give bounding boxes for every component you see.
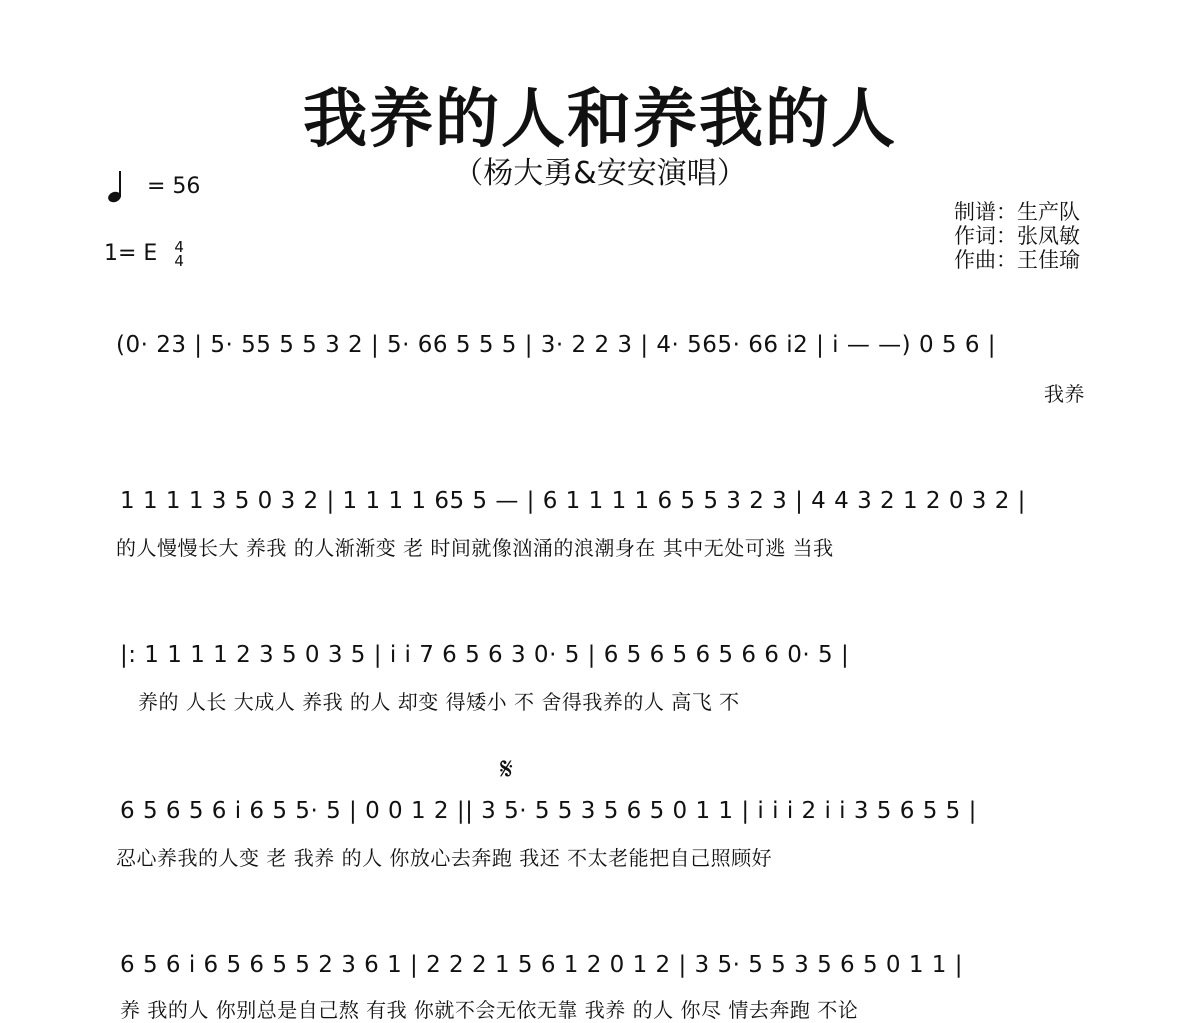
lyrics-line-4: 忍心养我的人变 老 我养 的人 你放心去奔跑 我还 不太老能把自己照顾好 [116, 846, 773, 870]
notation-line-2: 1 1 1 1 3 5 0 3 2 | 1 1 1 1 65 5 — | 6 1 1 1 1 6 5 5 3 2 3 | 4 4 3 2 1 2 0 3 2 | [120, 488, 1026, 514]
lyrics-line-3: 养的 人长 大成人 养我 的人 却变 得矮小 不 舍得我养的人 高飞 不 [138, 690, 740, 714]
time-signature-top: 4 [174, 238, 184, 256]
segno-sign: 𝄋 [500, 752, 513, 787]
time-signature-bottom: 4 [174, 252, 184, 270]
credit-arranger: 制谱：生产队 [954, 200, 1080, 224]
song-subtitle: （杨大勇&安安演唱） [453, 156, 747, 191]
notation-line-3: |: 1 1 1 1 2 3 5 0 3 5 | i i 7 6 5 6 3 0· 5 | 6 5 6 5 6 5 6 6 0· 5 | [120, 642, 850, 668]
lyrics-line-1: 我养 [1044, 382, 1085, 406]
notation-line-4: 6 5 6 5 6 i 6 5 5· 5 | 0 0 1 2 || 3 5· 5 5 3 5 6 5 0 1 1 | i i i 2 i i 3 5 6 5 5 | [120, 798, 977, 824]
key-label: 1= E [104, 241, 158, 266]
notation-line-5: 6 5 6 i 6 5 6 5 5 2 3 6 1 | 2 2 2 1 5 6 1 2 0 1 2 | 3 5· 5 5 3 5 6 5 0 1 1 | [120, 952, 963, 978]
song-title: 我养的人和养我的人 [303, 83, 897, 157]
tempo-value: = 56 [147, 174, 201, 199]
key-signature [104, 240, 184, 268]
notation-line-1: (0· 23 | 5· 55 5 5 3 2 | 5· 66 5 5 5 | 3· 2 2 3 | 4· 565· 66 i2 | i — —) 0 5 6 | [116, 332, 997, 358]
time-signature [174, 240, 184, 268]
credit-lyricist: 作词：张凤敏 [954, 224, 1080, 248]
lyrics-line-2: 的人慢慢长大 养我 的人渐渐变 老 时间就像汹涌的浪潮身在 其中无处可逃 当我 [116, 536, 834, 560]
lyrics-line-5: 养 我的人 你别总是自己熬 有我 你就不会无依无靠 我养 的人 你尽 情去奔跑 不论 [120, 998, 859, 1022]
credit-composer: 作曲：王佳瑜 [954, 248, 1080, 272]
credits [954, 200, 1080, 272]
tempo-marking [108, 172, 200, 202]
quarter-note-icon [108, 172, 126, 202]
